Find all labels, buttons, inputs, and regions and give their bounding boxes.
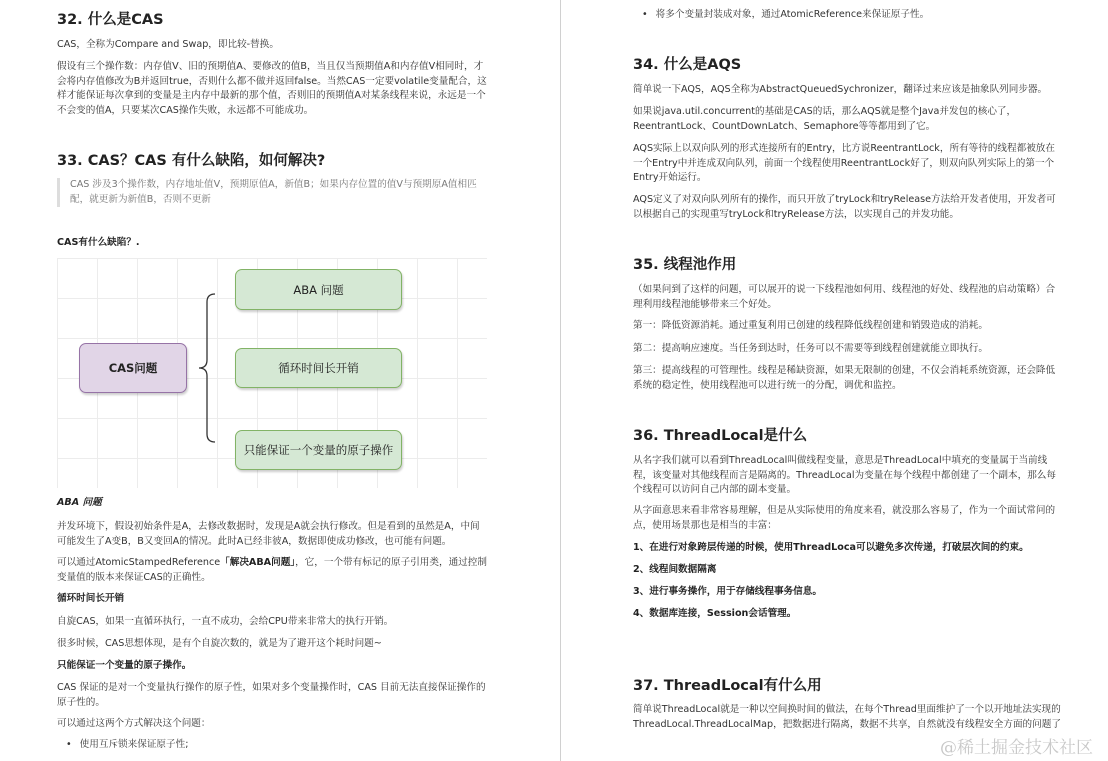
subheading: 循环时间长开销 xyxy=(57,593,125,604)
list-item: 4、数据库连接，Session会话管理。 xyxy=(633,608,797,619)
paragraph: 从名字我们就可以看到ThreadLocal叫做线程变量，意思是ThreadLocal中填充的变量属于当前线程，该变量对其他线程而言是隔离的。ThreadLocal为变量在每个线程中都创建了一个副本，那么每个线程可以访问自己内部的副本变量。 xyxy=(633,455,1056,495)
paragraph: AQS实际上以双向队列的形式连接所有的Entry，比方说ReentrantLock，所有等待的线程都被放在一个Entry中并连成双向队列，前面一个线程使用ReentrantLock好了，则双向队列实际上的第一个Entry开始运行。 xyxy=(633,143,1055,183)
subheading: CAS有什么缺陷？. xyxy=(57,237,140,248)
text: 可以通过AtomicStampedReference xyxy=(57,557,221,568)
blockquote: CAS 涉及3个操作数，内存地址值V，预期原值A，新值B；如果内存位置的值V与预期原A值相匹配，就更新为新值B，否则不更新 xyxy=(57,178,490,207)
heading-36: 36. ThreadLocal是什么 xyxy=(633,428,808,444)
paragraph: 第一：降低资源消耗。通过重复利用已创建的线程降低线程创建和销毁造成的消耗。 xyxy=(633,320,988,331)
paragraph: 并发环境下，假设初始条件是A，去修改数据时，发现是A就会执行修改。但是看到的虽然是A，中间可能发生了A变B，B又变回A的情况。此时A已经非彼A，数据即使成功修改，也可能有问题。 xyxy=(57,521,480,547)
brace-icon xyxy=(197,288,227,448)
diagram-child-node: ABA 问题 xyxy=(235,269,402,310)
paragraph: 如果说java.util.concurrent的基础是CAS的话，那么AQS就是整个Java并发包的核心了，ReentrantLock、CountDownLatch、Semaphore等等都用到了它。 xyxy=(633,106,1017,132)
heading-35: 35. 线程池作用 xyxy=(633,257,737,273)
diagram-child-node: 循环时间长开销 xyxy=(235,348,402,388)
list-item: • 将多个变量封装成对象，通过AtomicReference来保证原子性。 xyxy=(642,8,929,23)
diagram-root-node: CAS问题 xyxy=(79,343,187,393)
list-item: • 使用互斥锁来保证原子性; xyxy=(66,738,188,753)
paragraph: 假设有三个操作数：内存值V、旧的预期值A、要修改的值B，当且仅当预期值A和内存值V相同时，才会将内存值修改为B并返回true，否则什么都不做并返回false。当然CAS一定要volatile变量配合，这样才能保证每次拿到的变量是主内存中最新的那个值，否则旧的预期值A对某条线程来说，永远是一个不会变的值A，只要某次CAS操作失败，永远都不可能成功。 xyxy=(57,61,487,116)
heading-34: 34. 什么是AQS xyxy=(633,57,742,73)
paragraph: CAS，全称为Compare and Swap，即比较-替换。 xyxy=(57,39,279,50)
paragraph: 自旋CAS，如果一直循环执行，一直不成功，会给CPU带来非常大的执行开销。 xyxy=(57,616,394,627)
watermark: @稀土掘金技术社区 xyxy=(940,738,1093,758)
paragraph: 简单说ThreadLocal就是一种以空间换时间的做法，在每个Thread里面维护了一个以开地址法实现的ThreadLocal.ThreadLocalMap，把数据进行隔离，数据不共享，自然就没有线程安全方面的问题了 xyxy=(633,704,1061,730)
subheading: 只能保证一个变量的原子操作。 xyxy=(57,660,192,671)
paragraph: 可以通过这两个方式解决这个问题： xyxy=(57,718,211,729)
bold-text: 「解决ABA问题」 xyxy=(220,557,296,568)
page-divider xyxy=(560,0,561,761)
paragraph: 第二：提高响应速度。当任务到达时，任务可以不需要等到线程创建就能立即执行。 xyxy=(633,343,988,354)
paragraph: 从字面意思来看非常容易理解，但是从实际使用的角度来看，就没那么容易了，作为一个面试常问的点，使用场景那也是相当的丰富： xyxy=(633,505,1056,531)
paragraph: 简单说一下AQS，AQS全称为AbstractQueuedSychronizer，翻译过来应该是抽象队列同步器。 xyxy=(633,84,1048,95)
paragraph: 第三：提高线程的可管理性。线程是稀缺资源，如果无限制的创建，不仅会消耗系统资源，还会降低系统的稳定性，使用线程池可以进行统一的分配，调优和监控。 xyxy=(633,365,1056,391)
paragraph: （如果问到了这样的问题，可以展开的说一下线程池如何用、线程池的好处、线程池的启动策略）合理利用线程池能够带来三个好处。 xyxy=(633,284,1056,310)
diagram-child-node: 只能保证一个变量的原子操作 xyxy=(235,430,402,470)
cas-problems-diagram xyxy=(57,258,487,488)
list-item: 3、进行事务操作，用于存储线程事务信息。 xyxy=(633,586,822,597)
heading-32: 32. 什么是CAS xyxy=(57,12,164,28)
paragraph xyxy=(57,556,487,585)
heading-37: 37. ThreadLocal有什么用 xyxy=(633,678,822,694)
heading-33: 33. CAS？CAS 有什么缺陷，如何解决? xyxy=(57,153,326,169)
list-item: 2、线程间数据隔离 xyxy=(633,564,717,575)
text: ，它，一个带有标记的原子引用类，通过控制变量值的版本来保证CAS的正确性。 xyxy=(57,557,487,583)
paragraph: AQS定义了对双向队列所有的操作，而只开放了tryLock和tryRelease方法给开发者使用，开发者可以根据自己的实现重写tryLock和tryRelease方法，以实现自己的并发功能。 xyxy=(633,194,1056,220)
list-item: 1、在进行对象跨层传递的时候，使用ThreadLoca可以避免多次传递，打破层次间的约束。 xyxy=(633,542,1029,553)
paragraph: CAS 保证的是对一个变量执行操作的原子性，如果对多个变量操作时，CAS 目前无法直接保证操作的原子性的。 xyxy=(57,682,486,708)
subheading: ABA 问题 xyxy=(57,497,102,508)
paragraph: 很多时候，CAS思想体现，是有个自旋次数的，就是为了避开这个耗时问题~ xyxy=(57,638,382,649)
